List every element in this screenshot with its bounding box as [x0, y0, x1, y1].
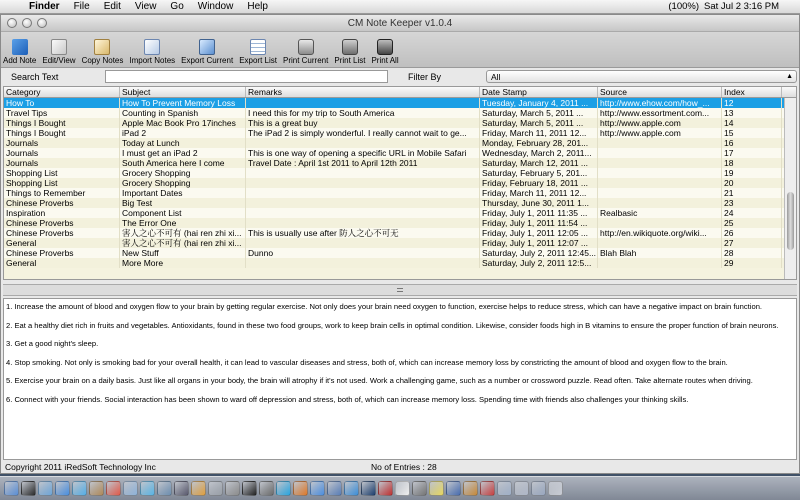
table-row[interactable] [4, 198, 796, 208]
table-cell [598, 148, 722, 158]
menu-help[interactable]: Help [247, 1, 268, 12]
table-row[interactable] [4, 148, 796, 158]
table-cell: South America here I come [120, 158, 246, 168]
filter-label: Filter By [408, 71, 442, 82]
table-cell: Shopping List [4, 178, 120, 188]
table-cell [598, 188, 722, 198]
table-row[interactable] [4, 238, 796, 248]
copyright-text: Copyright 2011 iRedSoft Technology Inc [5, 462, 156, 472]
table-cell: I need this for my trip to South America [246, 108, 480, 118]
table-row[interactable] [4, 188, 796, 198]
trash-icon[interactable] [548, 481, 563, 496]
table-cell: Dunno [246, 248, 480, 258]
table-cell: The iPad 2 is simply wonderful. I really cannot wait to ge... [246, 128, 480, 138]
table-cell: Inspiration [4, 208, 120, 218]
table-cell: 26 [722, 228, 782, 238]
table-row[interactable] [4, 128, 796, 138]
export-current-button[interactable] [181, 39, 233, 65]
ical-icon[interactable] [106, 481, 121, 496]
table-cell: Chinese Proverbs [4, 218, 120, 228]
copy-notes-button[interactable] [82, 39, 124, 65]
table-cell: Realbasic [598, 208, 722, 218]
table-cell: Today at Lunch [120, 138, 246, 148]
table-cell: I must get an iPad 2 [120, 148, 246, 158]
itunes-icon[interactable] [140, 481, 155, 496]
table-cell: Things to Remember [4, 188, 120, 198]
menu-file[interactable]: File [73, 1, 90, 12]
note-paragraph: 3. Get a good night's sleep. [6, 339, 99, 348]
table-cell: How To Prevent Memory Loss [120, 98, 246, 108]
table-cell: 17 [722, 148, 782, 158]
ichat-icon[interactable] [72, 481, 87, 496]
table-cell: Saturday, March 5, 2011 ... [480, 118, 598, 128]
table-cell: Grocery Shopping [120, 178, 246, 188]
battery-percentage: (100%) [668, 1, 700, 12]
table-cell: 25 [722, 218, 782, 228]
table-cell: Saturday, July 2, 2011 12:5... [480, 258, 598, 268]
export-list-icon [250, 39, 266, 55]
table-cell: Component List [120, 208, 246, 218]
table-cell: 16 [722, 138, 782, 148]
table-cell: 13 [722, 108, 782, 118]
import-notes-button[interactable] [129, 39, 175, 65]
edit-view-icon [51, 39, 67, 55]
table-cell: Thursday, June 30, 2011 1... [480, 198, 598, 208]
volume-icon[interactable] [638, 2, 648, 12]
iphoto-icon[interactable] [157, 481, 172, 496]
table-row[interactable] [4, 138, 796, 148]
battery-icon[interactable] [653, 2, 663, 12]
table-cell: This is usually use after 防人之心不可无 [246, 228, 480, 238]
table-cell [598, 198, 722, 208]
table-cell [598, 138, 722, 148]
table-cell: http://www.apple.com [598, 128, 722, 138]
table-cell: Important Dates [120, 188, 246, 198]
table-cell: Friday, February 18, 2011 ... [480, 178, 598, 188]
table-cell: Travel Tips [4, 108, 120, 118]
table-cell: Things I Bought [4, 128, 120, 138]
spotlight-icon[interactable] [784, 2, 794, 12]
sync-icon[interactable] [593, 2, 603, 12]
table-header [4, 87, 796, 98]
table-row[interactable] [4, 98, 796, 108]
filter-select[interactable] [486, 70, 797, 83]
realbasic-icon[interactable] [446, 481, 461, 496]
table-cell: 20 [722, 178, 782, 188]
table-cell: Big Test [120, 198, 246, 208]
table-cell [246, 98, 480, 108]
menu-edit[interactable]: Edit [103, 1, 121, 12]
textedit-icon[interactable] [395, 481, 410, 496]
table-cell: 14 [722, 118, 782, 128]
finder-icon[interactable] [4, 481, 19, 496]
applications-stack-icon[interactable] [531, 481, 546, 496]
export-current-icon [199, 39, 215, 55]
table-cell [598, 258, 722, 268]
status-app-icon[interactable] [563, 2, 573, 12]
menu-window[interactable]: Window [197, 1, 234, 12]
preview-icon[interactable] [123, 481, 138, 496]
menu-app-finder[interactable]: Finder [29, 1, 60, 12]
table-row[interactable] [4, 118, 796, 128]
scrollbar-thumb[interactable] [787, 192, 794, 250]
export-list-label: Export List [239, 56, 277, 65]
table-cell: Grocery Shopping [120, 168, 246, 178]
table-cell: 24 [722, 208, 782, 218]
printer-icon [377, 39, 393, 55]
app-store-icon[interactable] [344, 481, 359, 496]
column-header-source[interactable]: Source [598, 87, 722, 97]
column-header-category[interactable]: Category [4, 87, 120, 97]
export-current-label: Export Current [181, 56, 234, 65]
table-cell: http://www.apple.com [598, 118, 722, 128]
search-label: Search Text [11, 71, 59, 82]
dashboard-icon[interactable] [21, 481, 36, 496]
table-cell [246, 168, 480, 178]
table-row[interactable] [4, 258, 796, 268]
bluetooth-icon[interactable] [608, 2, 618, 12]
table-cell: Chinese Proverbs [4, 228, 120, 238]
notes-icon[interactable] [429, 481, 444, 496]
table-cell: Journals [4, 158, 120, 168]
table-cell: http://www.essortment.com... [598, 108, 722, 118]
table-cell: The Error One [120, 218, 246, 228]
documents-stack-icon[interactable] [514, 481, 529, 496]
table-cell [598, 158, 722, 168]
photoshop-icon[interactable] [361, 481, 376, 496]
firefox-icon[interactable] [293, 481, 308, 496]
table-cell [598, 218, 722, 228]
notes-table [3, 86, 797, 280]
downloads-stack-icon[interactable] [497, 481, 512, 496]
filter-select-value: All [491, 71, 501, 82]
print-all-label: Print All [371, 56, 399, 65]
table-cell: Shopping List [4, 168, 120, 178]
print-current-label: Print Current [282, 56, 329, 65]
table-cell: Saturday, July 2, 2011 12:45... [482, 248, 597, 258]
print-all-button[interactable] [371, 39, 398, 65]
table-cell: Journals [4, 138, 120, 148]
note-paragraph: 4. Stop smoking. Not only is smoking bad for your overall health, it can lead to vascular diseases and stress, both of, which can increase memory loss by constricting the amount of blood and oxygen flow to the brain. [6, 357, 728, 367]
splitter-grip-icon [397, 288, 403, 292]
table-cell: Tuesday, January 4, 2011 ... [480, 98, 598, 108]
table-cell: Counting in Spanish [120, 108, 246, 118]
wifi-icon[interactable] [623, 2, 633, 12]
table-scrollbar[interactable] [784, 98, 796, 279]
table-cell [246, 238, 480, 248]
table-cell: 害人之心不可有 (hai ren zhi xi... [120, 228, 246, 238]
table-cell: Things I Bought [4, 118, 120, 128]
table-cell: 12 [722, 98, 782, 108]
table-cell: Monday, February 28, 201... [480, 138, 598, 148]
note-paragraph: 2. Eat a healthy diet rich in fruits and vegetables. Antioxidants, found in these two food groups, work to keep brain cells in optimal condition. Likewise, consider foods high in B vitamins to ensure the proper function of brain neurons. [6, 320, 779, 330]
table-cell: 27 [722, 238, 782, 248]
system-preferences-icon[interactable] [225, 481, 240, 496]
table-cell: Friday, March 11, 2011 12... [480, 188, 598, 198]
table-body [4, 98, 796, 268]
export-list-button[interactable] [239, 39, 277, 65]
column-header-subject[interactable]: Subject [120, 87, 246, 97]
table-cell: Friday, July 1, 2011 11:35 ... [480, 208, 598, 218]
chevron-updown-icon: ▲ [786, 73, 793, 80]
title-bar[interactable] [1, 15, 799, 32]
note-paragraph: 5. Exercise your brain on a daily basis. Just like all organs in your body, the brain will atrophy if it's not used. Work a challenging game, such as a number or crossword puzzle. Read often. Take alternate routes when driving. [6, 376, 753, 385]
table-row[interactable] [4, 208, 796, 218]
table-row[interactable] [4, 248, 796, 258]
search-input[interactable] [105, 70, 388, 83]
add-note-button[interactable] [3, 39, 36, 65]
entry-count: No of Entries : 28 [371, 462, 437, 472]
table-cell: Travel Date : April 1st 2011 to April 12th 2011 [246, 158, 480, 168]
table-cell: This is one way of opening a specific URL in Mobile Safari [246, 148, 480, 158]
table-cell: http://en.wikiquote.org/wiki... [598, 228, 722, 238]
table-cell: 15 [722, 128, 782, 138]
toolbar [1, 32, 799, 68]
table-cell: 19 [722, 168, 782, 178]
imovie-icon[interactable] [174, 481, 189, 496]
copy-notes-icon [94, 39, 110, 55]
note-content-area[interactable] [3, 298, 797, 460]
table-cell: New Stuff [120, 248, 246, 258]
dock [0, 476, 800, 500]
table-cell: Friday, July 1, 2011 12:05 ... [480, 228, 598, 238]
menu-view[interactable]: View [134, 1, 157, 12]
garageband-icon[interactable] [191, 481, 206, 496]
menu-bar [0, 0, 800, 14]
table-cell: Apple Mac Book Pro 17inches [120, 118, 246, 128]
table-cell: Journals [4, 148, 120, 158]
mail-icon[interactable] [38, 481, 53, 496]
table-cell: http://www.ehow.com/how_... [598, 98, 722, 108]
table-cell: Blah Blah [598, 248, 722, 258]
table-cell [246, 208, 480, 218]
print-current-button[interactable] [283, 39, 328, 65]
table-row[interactable] [4, 218, 796, 228]
add-note-icon [12, 39, 28, 55]
table-cell [246, 188, 480, 198]
table-cell: 18 [722, 158, 782, 168]
table-cell: General [4, 238, 120, 248]
cm-note-keeper-icon[interactable] [463, 481, 478, 496]
print-list-label: Print List [334, 56, 366, 65]
table-cell: Saturday, March 5, 2011 ... [480, 108, 598, 118]
copy-notes-label: Copy Notes [81, 56, 124, 65]
chrome-icon[interactable] [310, 481, 325, 496]
terminal-icon[interactable] [242, 481, 257, 496]
add-note-label: Add Note [3, 56, 37, 65]
table-cell: More More [120, 258, 246, 268]
table-cell: Saturday, March 12, 2011 ... [480, 158, 598, 168]
table-cell: iPad 2 [120, 128, 246, 138]
skype-icon[interactable] [276, 481, 291, 496]
table-cell: 29 [722, 258, 782, 268]
table-cell: 害人之心不可有 (hai ren zhi xi... [120, 238, 246, 248]
twitter-icon[interactable] [548, 2, 558, 12]
pane-splitter[interactable] [3, 284, 797, 296]
table-cell [598, 178, 722, 188]
table-row[interactable] [4, 178, 796, 188]
table-cell: Chinese Proverbs [4, 248, 120, 258]
table-cell: 21 [722, 188, 782, 198]
time-machine-icon[interactable] [208, 481, 223, 496]
table-cell [246, 198, 480, 208]
table-row[interactable] [4, 168, 796, 178]
column-header-date-stamp[interactable]: Date Stamp [480, 87, 598, 97]
calculator-icon[interactable] [412, 481, 427, 496]
printer-icon [342, 39, 358, 55]
table-cell: Friday, July 1, 2011 12:07 ... [480, 238, 598, 248]
table-row[interactable] [4, 228, 796, 238]
menu-go[interactable]: Go [170, 1, 184, 12]
table-cell [246, 258, 480, 268]
table-cell [246, 218, 480, 228]
filezilla-icon[interactable] [378, 481, 393, 496]
table-cell: Friday, July 1, 2011 11:54 ... [480, 218, 598, 228]
table-cell: Friday, March 11, 2011 12... [480, 128, 598, 138]
status-bar [1, 461, 799, 473]
table-row[interactable] [4, 108, 796, 118]
column-header-remarks[interactable]: Remarks [246, 87, 480, 97]
note-paragraph: 6. Connect with your friends. Social interaction has been shown to ward off depression and stress, both of, which can increase memory loss. Spending time with friends also challenges your thinking skills. [6, 394, 689, 404]
import-notes-icon [144, 39, 160, 55]
table-cell [598, 168, 722, 178]
edit-view-button[interactable] [42, 39, 75, 65]
table-cell: General [4, 258, 120, 268]
address-book-icon[interactable] [89, 481, 104, 496]
edit-view-label: Edit/View [42, 56, 76, 65]
table-cell: 23 [722, 198, 782, 208]
window-title: CM Note Keeper v1.0.4 [347, 17, 453, 29]
import-notes-label: Import Notes [129, 56, 176, 65]
activity-monitor-icon[interactable] [259, 481, 274, 496]
table-cell: Saturday, February 5, 201... [480, 168, 598, 178]
pdf-icon[interactable] [480, 481, 495, 496]
safari-icon[interactable] [55, 481, 70, 496]
table-cell: This is a great buy [246, 118, 480, 128]
note-paragraph: 1. Increase the amount of blood and oxygen flow to your brain by getting regular exercise. Not only does your brain need oxygen to function, exercise helps to reduce stress, which can have a negative impact on brain function. [6, 302, 763, 311]
table-cell [598, 238, 722, 248]
print-list-button[interactable] [334, 39, 365, 65]
mail-status-icon[interactable] [578, 2, 588, 12]
printer-icon [298, 39, 314, 55]
table-cell [246, 138, 480, 148]
column-header-index[interactable]: Index [722, 87, 782, 97]
table-cell: How To [4, 98, 120, 108]
table-cell: Wednesday, March 2, 2011... [480, 148, 598, 158]
table-cell [246, 178, 480, 188]
main-window [0, 14, 800, 474]
menubar-status-area [548, 1, 800, 12]
table-row[interactable] [4, 158, 796, 168]
clock[interactable]: Sat Jul 2 3:16 PM [704, 1, 779, 12]
table-cell: 28 [722, 248, 782, 258]
search-bar [1, 68, 799, 85]
xcode-icon[interactable] [327, 481, 342, 496]
table-cell: Chinese Proverbs [4, 198, 120, 208]
